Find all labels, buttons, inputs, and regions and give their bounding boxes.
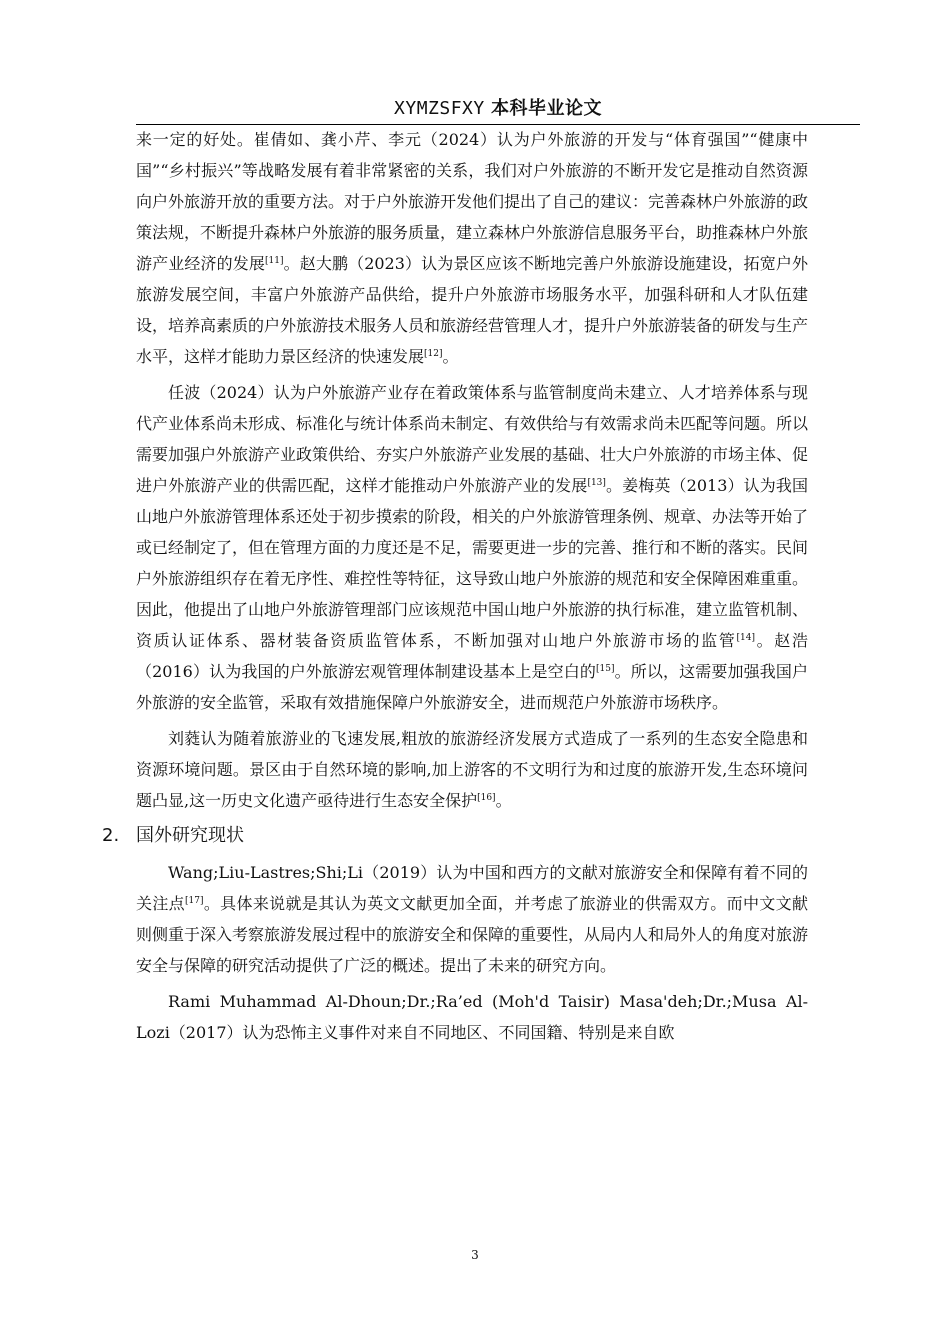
paragraph xyxy=(136,377,808,718)
paragraph-text: Wang;Liu-Lastres;Shi;Li（2019）认为中国和西方的文献对旅游安全和保障有着不同的关注点 xyxy=(136,863,808,913)
section-heading xyxy=(102,821,808,851)
paragraph-text: 。姜梅英（2013）认为我国山地户外旅游管理体系还处于初步摸索的阶段，相关的户外旅游管理条例、规章、办法等开始了或已经制定了，但在管理方面的力度还是不足，需要更进一步的完善、推行和不断的落实。民间户外旅游组织存在着无序性、难控性等特征，这导致山地户外旅游的规范和安全保障困难重重。因此，他提出了山地户外旅游管理部门应该规范中国山地户外旅游的执行标准，建立监管机制、资质认证体系、器材装备资质监管体系，不断加强对山地户外旅游市场的监管 xyxy=(136,476,809,650)
paragraph-text: 任波（2024）认为户外旅游产业存在着政策体系与监管制度尚未建立、人才培养体系与现代产业体系尚未形成、标准化与统计体系尚未制定、有效供给与有效需求尚未匹配等问题。所以需要加强户外旅游产业政策供给、夯实户外旅游产业发展的基础、壮大户外旅游的市场主体、促进户外旅游产业的供需匹配，这样才能推动户外旅游产业的发展 xyxy=(136,383,809,495)
citation: [14] xyxy=(736,633,755,643)
paragraph-text: 。 xyxy=(495,791,512,810)
paragraph-text: 。 xyxy=(442,347,459,366)
citation: [17] xyxy=(185,896,204,906)
page-header xyxy=(136,94,860,125)
citation: [13] xyxy=(587,478,606,488)
paragraph-text: 刘蕤认为随着旅游业的飞速发展,粗放的旅游经济发展方式造成了一系列的生态安全隐患和资源环境问题。景区由于自然环境的影响,加上游客的不文明行为和过度的旅游开发,生态环境问题凸显,这一历史文化遗产亟待进行生态安全保护 xyxy=(136,729,808,810)
paragraph xyxy=(136,723,808,816)
paragraph xyxy=(136,857,808,981)
citation: [11] xyxy=(264,256,284,266)
paragraph-text: 。赵浩（2016）认为我国的户外旅游宏观管理体制建设基本上是空白的 xyxy=(136,631,808,681)
paragraph-text: 。所以，这需要加强我国户外旅游的安全监管，采取有效措施保障户外旅游安全，进而规范户外旅游市场秩序。 xyxy=(136,662,808,712)
section-title: 国外研究现状 xyxy=(136,825,244,846)
paragraph xyxy=(136,986,808,1048)
paragraph-text: Rami Muhammad Al-Dhoun;Dr.;Ra’ed (Moh'd Taisir) Masa'deh;Dr.;Musa Al-Lozi（2017）认为恐怖主义事件对来自不同地区、不同国籍、特别是来自欧 xyxy=(136,992,808,1042)
paragraph-text: 来一定的好处。崔倩如、龚小芹、李元（2024）认为户外旅游的开发与“体育强国”“健康中国”“乡村振兴”等战略发展有着非常紧密的关系，我们对户外旅游的不断开发它是推动自然资源向户外旅游开放的重要方法。对于户外旅游开发他们提出了自己的建议：完善森林户外旅游的政策法规，不断提升森林户外旅游的服务质量，建立森林户外旅游信息服务平台，助推森林户外旅游产业经济的发展 xyxy=(136,130,809,273)
section-number: 2. xyxy=(102,825,120,846)
paragraph-text: 。具体来说就是其认为英文文献更加全面，并考虑了旅游业的供需双方。而中文文献则侧重于深入考察旅游发展过程中的旅游安全和保障的重要性，从局内人和局外人的角度对旅游安全与保障的研究活动提供了广泛的概述。提出了未来的研究方向。 xyxy=(136,894,809,975)
header-title: 本科毕业论文 xyxy=(490,98,602,119)
paragraph-text: 。赵大鹏（2023）认为景区应该不断地完善户外旅游设施建设，拓宽户外旅游发展空间，丰富户外旅游产品供给，提升户外旅游市场服务水平，加强科研和人才队伍建设，培养高素质的户外旅游技术服务人员和旅游经营管理人才，提升户外旅游装备的研发与生产水平，这样才能助力景区经济的快速发展 xyxy=(136,254,809,366)
citation: [16] xyxy=(477,793,496,803)
citation: [15] xyxy=(596,664,615,674)
citation: [12] xyxy=(424,349,443,359)
header-code: XYMZSFXY xyxy=(394,98,485,119)
page-number: 3 xyxy=(471,1248,479,1262)
page-body xyxy=(102,124,809,1053)
paragraph xyxy=(136,124,808,372)
